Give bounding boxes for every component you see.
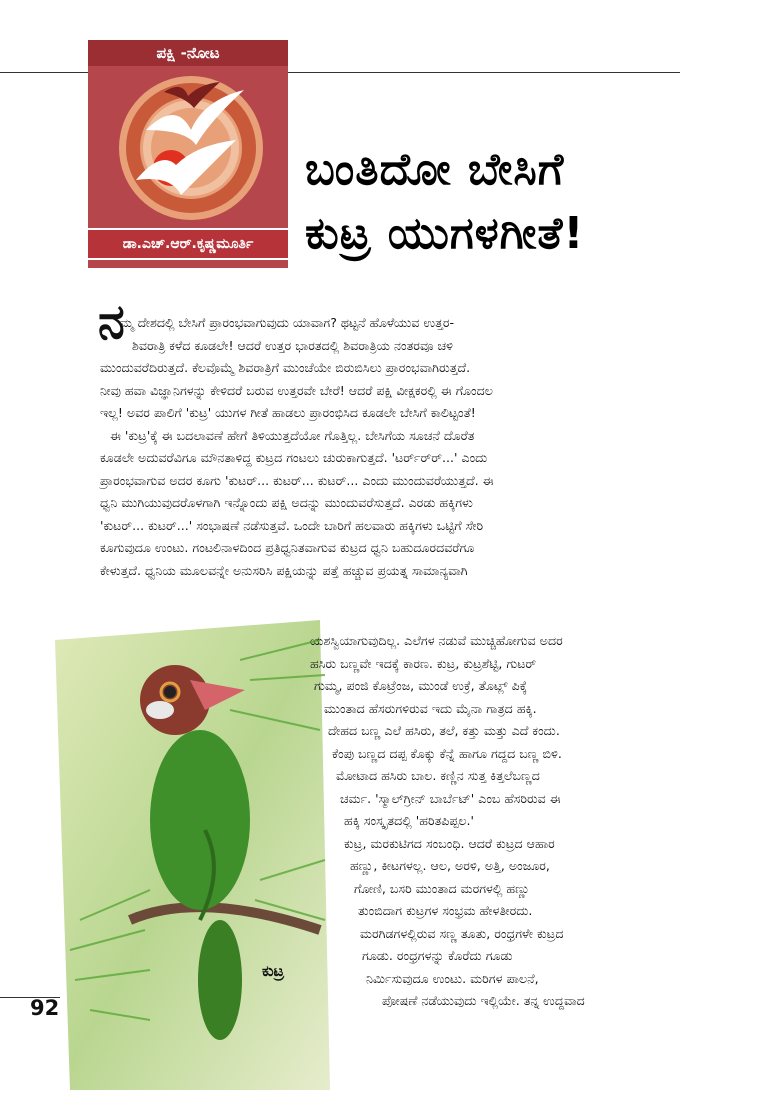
body-line: 'ಕುಟರ್... ಕುಟರ್...' ಸಂಭಾಷಣೆ ನಡೆಸುತ್ತವೆ. ಒಂದೇ ಬಾರಿಗೆ ಹಲವಾರು ಹಕ್ಕಿಗಳು ಒಟ್ಟಿಗೆ ಸೇರಿ (100, 517, 484, 533)
article-body-top (100, 312, 670, 582)
body-line: ಮರಗಿಡಗಳಲ್ಲಿರುವ ಸಣ್ಣ ತೂತು, ರಂಧ್ರಗಳೇ ಕುಟ್ರದ (360, 925, 564, 941)
body-line: ಪೋಷಣೆ ನಡೆಯುವುದು ಇಲ್ಲಿಯೇ. ತನ್ನ ಉದ್ದವಾದ (382, 993, 585, 1008)
bird-logo-icon (116, 70, 266, 225)
body-line: ಗೂಡು. ರಂಧ್ರಗಳನ್ನು ಕೊರೆದು ಗೂಡು (362, 948, 513, 963)
drop-cap: ನ (98, 294, 125, 350)
body-line: ಕೂಡಲೇ ಅದುವರೆವಿಗೂ ಮೌನತಾಳಿದ್ದ ಕುಟ್ರದ ಗಂಟಲು ಚುರುಕಾಗುತ್ತದೆ. 'ಟರ್ರ್‌ರ್‌ರ್...' ಎಂದು (100, 450, 488, 465)
body-line: ಹಣ್ಣು, ಕೀಟಗಳಲ್ಲ. ಆಲ, ಅರಳಿ, ಅತ್ತಿ, ಅಂಜೂರ, (350, 858, 550, 873)
body-line: ಯಶಸ್ವಿಯಾಗುವುದಿಲ್ಲ. ಎಲೆಗಳ ನಡುವೆ ಮುಚ್ಚಿಹೋಗುವ ಅದರ (310, 633, 563, 648)
page-number: 92 (30, 996, 60, 1020)
body-line: ಇಲ್ಲ! ಅವರ ಪಾಲಿಗೆ 'ಕುಟ್ರ' ಯುಗಳ ಗೀತೆ ಹಾಡಲು ಪ್ರಾರಂಭಿಸಿದ ಕೂಡಲೇ ಬೇಸಿಗೆ ಕಾಲಿಟ್ಟಂತೆ! (100, 405, 476, 420)
title-line-1: ಬಂತಿದೋ ಬೇಸಿಗೆ (305, 144, 565, 195)
title-line-2: ಕುಟ್ರ ಯುಗಳಗೀತೆ! (305, 208, 585, 259)
author-name: ಡಾ.ಎಚ್.ಆರ್.ಕೃಷ್ಣಮೂರ್ತಿ (88, 228, 288, 260)
body-line: ಧ್ವನಿ ಮುಗಿಯುವುದರೊಳಗಾಗಿ ಇನ್ನೊಂದು ಪಕ್ಷಿ ಅದನ್ನು ಮುಂದುವರೆಸುತ್ತದೆ. ಎರಡು ಹಕ್ಕಿಗಳು (100, 495, 473, 510)
body-line: ಮುಂತಾದ ಹೆಸರುಗಳಿರುವ ಇದು ಮೈನಾ ಗಾತ್ರದ ಹಕ್ಕಿ. (324, 700, 537, 716)
photo-caption: ಕುಟ್ರ (262, 962, 284, 980)
body-line: ಹಸಿರು ಬಣ್ಣವೇ ಇದಕ್ಕೆ ಕಾರಣ. ಕುಟ್ರ, ಕುಟ್ರಶೆಟ್ಟಿ, ಗುಟರ್ (310, 655, 537, 671)
body-line: ಗೋಣಿ, ಬಸರಿ ಮುಂತಾದ ಮರಗಳಲ್ಲಿ ಹಣ್ಣು (354, 880, 530, 896)
body-line: ಮ್ಮ ದೇಶದಲ್ಲಿ ಬೇಸಿಗೆ ಪ್ರಾರಂಭವಾಗುವುದು ಯಾವಾಗ? ಥಟ್ಟನೆ ಹೊಳೆಯುವ ಉತ್ತರ- (120, 315, 455, 330)
body-line: ದೇಹದ ಬಣ್ಣ ಎಲೆ ಹಸಿರು, ತಲೆ, ಕತ್ತು ಮತ್ತು ಎದೆ ಕಂದು. (328, 723, 560, 738)
body-line: ಮುಂದುವರೆದಿರುತ್ತದೆ. ಕೆಲವೊಮ್ಮೆ ಶಿವರಾತ್ರಿಗೆ ಮುಂಚೆಯೇ ಬಿರುಬಿಸಿಲು ಪ್ರಾರಂಭವಾಗಿರುತ್ತದೆ. (100, 360, 471, 375)
body-line: ನೀವು ಹವಾ ವಿಜ್ಞಾನಿಗಳನ್ನು ಕೇಳಿದರೆ ಬರುವ ಉತ್ತರವೇ ಬೇರೆ! ಆದರೆ ಪಕ್ಷಿ ವೀಕ್ಷಕರಲ್ಲಿ ಈ ಗೊಂದಲ (100, 382, 493, 398)
body-line: ನಿರ್ಮಿಸುವುದೂ ಉಂಟು. ಮರಿಗಳ ಪಾಲನೆ, (366, 970, 539, 986)
body-line: ಮೋಟಾದ ಹಸಿರು ಬಾಲ. ಕಣ್ಣಿನ ಸುತ್ತ ಕಿತ್ತಲೆಬಣ್ಣದ (336, 768, 540, 783)
article-title (305, 138, 685, 266)
body-line: ಕುಟ್ರ, ಮರಕುಟಿಗದ ಸಂಬಂಧಿ. ಆದರೆ ಕುಟ್ರದ ಆಹಾರ (344, 835, 555, 851)
column-name: ಪಕ್ಷಿ -ನೋಟ (88, 40, 288, 66)
body-line: ಕೆಂಪು ಬಣ್ಣದ ದಪ್ಪ ಕೊಕ್ಕು ಕೆನ್ನೆ ಹಾಗೂ ಗದ್ದದ ಬಣ್ಣ ಬಿಳಿ. (332, 745, 562, 761)
body-line: ಶಿವರಾತ್ರಿ ಕಳೆದ ಕೂಡಲೇ! ಆದರೆ ಉತ್ತರ ಭಾರತದಲ್ಲಿ ಶಿವರಾತ್ರಿಯ ನಂತರವೂ ಚಳಿ (132, 337, 454, 353)
body-line: ಚರ್ಮ. 'ಸ್ಮಾಲ್‌ಗ್ರೀನ್ ಬಾರ್ಬೆಟ್' ಎಂಬ ಹೆಸರಿರುವ ಈ (340, 790, 561, 806)
body-line: ಕೂಗುವುದೂ ಉಂಟು. ಗಂಟಲಿನಾಳದಿಂದ ಪ್ರತಿಧ್ವನಿತವಾಗುವ ಕುಟ್ರದ ಧ್ವನಿ ಬಹುದೂರದವರೆಗೂ (100, 540, 475, 555)
body-line: ತುಂಬಿದಾಗ ಕುಟ್ರಗಳ ಸಂಭ್ರಮ ಹೇಳತೀರದು. (358, 903, 533, 918)
body-line: ಈ 'ಕುಟ್ರ'ಕ್ಕೆ ಈ ಬದಲಾವಣೆ ಹೇಗೆ ತಿಳಿಯುತ್ತದೆಯೋ ಗೊತ್ತಿಲ್ಲ. ಬೇಸಿಗೆಯ ಸೂಚನೆ ದೊರೆತ (110, 427, 475, 443)
body-line: ಪ್ರಾರಂಭವಾಗುವ ಅದರ ಕೂಗು 'ಕುಟರ್... ಕುಟರ್... ಕುಟರ್... ಎಂದು ಮುಂದುವರೆಯುತ್ತದೆ. ಈ (100, 472, 494, 488)
column-badge (88, 40, 288, 268)
body-line: ಗುಮ್ಮ, ಪಂಜಿ ಕೊಟ್ರೆಂಜ, ಮುಂಡೆ ಉಕ್ರೆ, ತೊಟ್ಲ್ ಪಿಕ್ಕೆ (314, 678, 528, 693)
body-line: ಹಕ್ಕಿ ಸಂಸ್ಕೃತದಲ್ಲಿ 'ಹರಿತಪಿಪ್ಪಲ.' (344, 813, 475, 828)
body-line: ಕೇಳುತ್ತದೆ. ಧ್ವನಿಯ ಮೂಲವನ್ನೇ ಅನುಸರಿಸಿ ಪಕ್ಷಿಯನ್ನು ಪತ್ತೆ ಹಚ್ಚುವ ಪ್ರಯತ್ನ ಸಾಮಾನ್ಯವಾಗಿ (100, 562, 468, 578)
article-body-side (300, 630, 680, 1013)
